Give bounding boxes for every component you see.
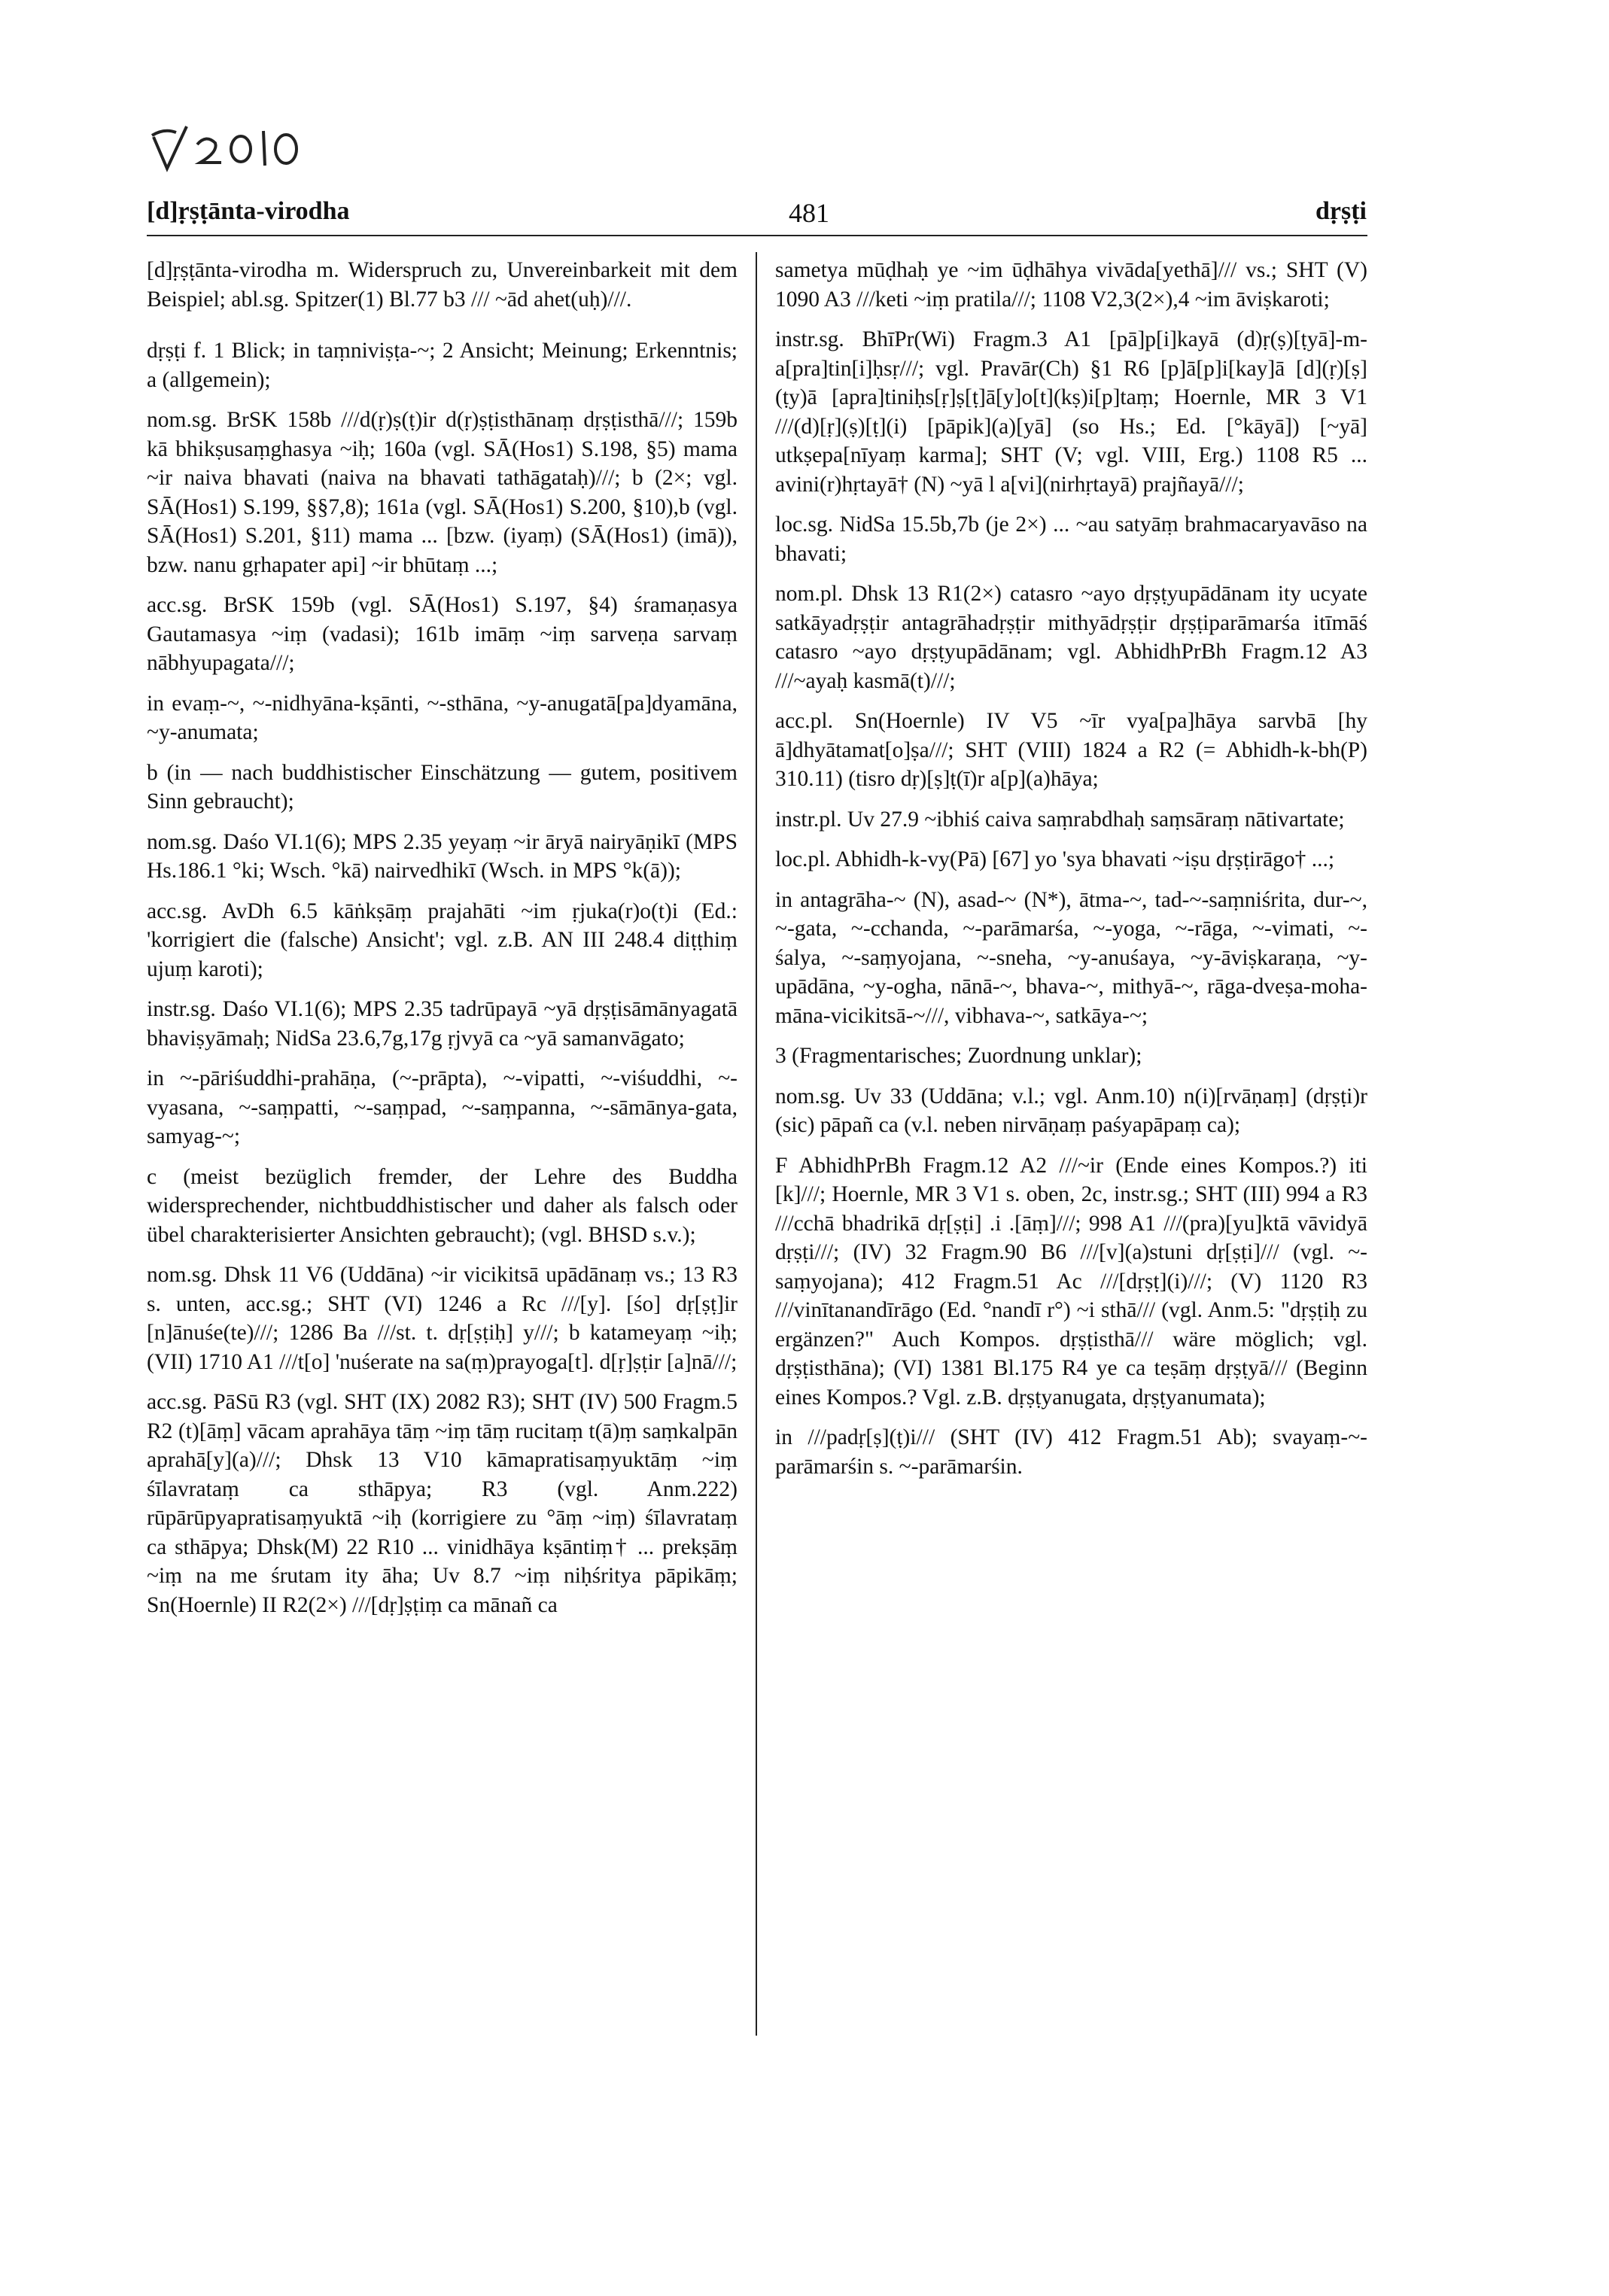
entry-nom-sg-c: nom.sg. Dhsk 11 V6 (Uddāna) ~ir vicikitsā upādānaṃ vs.; 13 R3 s. unten, acc.sg.; SHT (VI) 1246 a Rc ///[y]. [śo] dṛ[ṣṭ]ir [n]ānuśe(te)///; 1286 Ba ///st. t. dṛ[ṣṭiḥ] y///; b katameyaṃ ~iḥ; (VII) 1710 A1 ///t[o] 'nuśerate na sa(ṃ)prayoga[t]. d[ṛ]ṣṭir [a]nā///;	[147, 1263, 738, 1374]
right-column	[775, 256, 1367, 1492]
entry-sense-c: c (meist bezüglich fremder, der Lehre des Buddha widersprechender, nichtbuddhistischer und daher als falsch oder übel charakterisierter Ansichten gebraucht); (vgl. BHSD s.v.);	[147, 1164, 738, 1247]
running-head-right: dṛṣṭi	[1315, 197, 1367, 225]
entry-acc-sg-b: acc.sg. AvDh 6.5 kāṅkṣāṃ prajahāti ~im ṛjuka(r)o(t)i (Ed.: 'korrigiert die (falsche) Ansicht'; vgl. z.B. AN III 248.4 diṭṭhiṃ ujuṃ karoti);	[147, 899, 738, 981]
entry-sense-b: b (in — nach buddhistischer Einschätzung — gutem, positivem Sinn gebraucht);	[147, 760, 738, 813]
left-column	[147, 256, 738, 1631]
handwritten-note	[144, 113, 303, 173]
entry-nom-sg-3: nom.sg. Uv 33 (Uddāna; v.l.; vgl. Anm.10) n(i)[rvāṇaṃ] (dṛṣṭi)r (sic) pāpañ ca (v.l. neben nirvāṇaṃ paśyapāpaṃ ca);	[775, 1084, 1367, 1137]
entry-nom-sg-b: nom.sg. Daśo VI.1(6); MPS 2.35 yeyaṃ ~ir āryā nairyāṇikī (MPS Hs.186.1 °ki; Wsch. °kā) nairvedhikī (Wsch. in MPS °k(ā));	[147, 829, 738, 883]
entry-drsti-senses: dṛṣṭi f. 1 Blick; in taṃniviṣṭa-~; 2 Ansicht; Meinung; Erkenntnis; a (allgemein);	[147, 339, 738, 392]
entry-compounds-b: in ~-pāriśuddhi-prahāṇa, (~-prāpta), ~-vipatti, ~-viśuddhi, ~-vyasana, ~-saṃpatti, ~-saṃpad, ~-saṃpanna, ~-sāmānya-gata, samyag-~;	[147, 1066, 738, 1148]
entry-drstanta-virodha: [d]ṛṣṭānta-virodha m. Widerspruch zu, Unvereinbarkeit mit dem Beispiel; abl.sg. Spitzer(1) Bl.77 b3 /// ~ād ahet(uḥ)///.	[147, 258, 738, 312]
entry-nom-pl-c: nom.pl. Dhsk 13 R1(2×) catasro ~ayo dṛṣṭyupādānam ity ucyate satkāyadṛṣṭir antagrāhadṛṣṭir mithyādṛṣṭir dṛṣṭiparāmarśa itīmāś catasro ~ayo dṛṣṭyupādānam; vgl. AbhidhPrBh Fragm.12 A3 ///~ayaḥ kasmā(t)///;	[775, 582, 1367, 693]
entry-loc-pl-c: loc.pl. Abhidh-k-vy(Pā) [67] yo 'sya bhavati ~iṣu dṛṣṭirāgo† ...;	[775, 847, 1335, 871]
entry-continuation: sametya mūḍhaḥ ye ~im ūḍhāhya vivāda[yethā]/// vs.; SHT (V) 1090 A3 ///keti ~iṃ pratila///; 1108 V2,3(2×),4 ~im āviṣkaroti;	[775, 258, 1367, 312]
entry-loc-sg-c: loc.sg. NidSa 15.5b,7b (je 2×) ... ~au satyāṃ brahmacaryavāso na bhavati;	[775, 512, 1367, 566]
page-number: 481	[789, 198, 829, 228]
entry-fragments: F AbhidhPrBh Fragm.12 A2 ///~ir (Ende eines Kompos.?) iti [k]///; Hoernle, MR 3 V1 s. oben, 2c, instr.sg.; SHT (III) 994 a R3 ///cchā bhadrikā dṛ[ṣṭi] .i .[āṃ]///; 998 A1 ///(pra)[yu]ktā vāvidyā dṛṣṭi///; (IV) 32 Fragm.90 B6 ///[v](a)stuni dṛ[ṣṭi]/// (vgl. ~-saṃyojana); 412 Fragm.51 Ac ///[dṛṣṭ](i)///; (V) 1120 R3 ///vinītanandīrāgo (Ed. °nandī r°) ~i sthā/// (vgl. Anm.5: "dṛṣṭiḥ zu ergänzen?" Auch Kompos. dṛṣṭisthā/// wäre möglich; vgl. dṛṣṭisthāna); (VI) 1381 Bl.175 R4 ye ca teṣāṃ dṛṣṭyā/// (Beginn eines Kompos.? Vgl. z.B. dṛṣṭyanugata, dṛṣṭyanumata);	[775, 1153, 1367, 1410]
entry-instr-sg-b: instr.sg. Daśo VI.1(6); MPS 2.35 tadrūpayā ~yā dṛṣṭisāmānyagatā bhaviṣyāmaḥ; NidSa 23.6,7g,17g ṛjvyā ca ~yā samanvāgato;	[147, 997, 738, 1051]
entry-sense-3: 3 (Fragmentarisches; Zuordnung unklar);	[775, 1044, 1142, 1068]
entry-acc-pl-c: acc.pl. Sn(Hoernle) IV V5 ~īr vya[pa]hāya sarvbā [hy ā]dhyātamat[o]ṣa///; SHT (VIII) 1824 a R2 (= Abhidh-k-bh(P) 310.11) (tisro dṛ)[ṣ]ṭ(ī)r a[p](a)hāya;	[775, 709, 1367, 791]
entry-compounds-c: in antagrāha-~ (N), asad-~ (N*), ātma-~, tad-~-saṃniśrita, dur-~, ~-gata, ~-cchanda, ~-parāmarśa, ~-yoga, ~-rāga, ~-vimati, ~-śalya, ~-saṃyojana, ~-sneha, ~y-anuśaya, ~y-āviṣkaraṇa, ~y-upādāna, ~y-ogha, nānā-~, bhava-~, mithyā-~, rāga-dveṣa-moha-māna-vicikitsā-~///, vibhava-~, satkāya-~;	[775, 887, 1367, 1028]
entry-instr-pl-c: instr.pl. Uv 27.9 ~ibhiś caiva saṃrabdhaḥ saṃsāraṃ nātivartate;	[775, 807, 1345, 832]
header-rule	[147, 235, 1367, 236]
entry-instr-sg-c: instr.sg. BhīPr(Wi) Fragm.3 A1 [pā]p[i]kayā (d)ṛ(ṣ)[ṭyā]-m-a[pra]tin[i]ḥsṛ///; vgl. Pravār(Ch) §1 R6 [p]ā[p]i[kay]ā [d](ṛ)[ṣ](ṭy)ā [apra]tiniḥs[ṛ]ṣ[ṭ]ā[y]o[t](kṣ)i[p]taṃ; Hoernle, MR 3 V1 ///(d)[ṛ](ṣ)[ṭ](i) [pāpik](a)[yā] (so Hs.; Ed. [°kāyā]) [~yā] utkṣepa[nīyaṃ karma]; SHT (V; vgl. VIII, Erg.) 1108 R5 ... avini(r)hṛtayā† (N) ~yā l a[vi](nirhṛtayā) prajñayā///;	[775, 327, 1367, 497]
entry-compounds-3: in ///padṛ[ṣ](ṭ)i/// (SHT (IV) 412 Fragm.51 Ab); svayaṃ-~-parāmarśin s. ~-parāmarśin.	[775, 1425, 1367, 1479]
entry-acc-sg-c: acc.sg. PāSū R3 (vgl. SHT (IX) 2082 R3); SHT (IV) 500 Fragm.5 R2 (t)[āṃ] vācam aprahāya tāṃ ~iṃ tāṃ rucitaṃ t(ā)ṃ saṃkalpān aprahā[y](a)///; Dhsk 13 V10 kāmapratisaṃyuktāṃ ~iṃ śīlavrataṃ ca sthāpya; R3 (vgl. Anm.222) rūpārūpyapratisaṃyuktā ~iḥ (korrigiere zu °āṃ ~iṃ) śīlavrataṃ ca sthāpya; Dhsk(M) 22 R10 ... vinidhāya kṣāntiṃ† ... prekṣāṃ ~iṃ na me śrutam ity āha; Uv 8.7 ~iṃ niḥśritya pāpikāṃ; Sn(Hoernle) II R2(2×) ///[dṛ]ṣṭiṃ ca mānañ ca	[147, 1390, 738, 1617]
entry-compounds-a: in evaṃ-~, ~-nidhyāna-kṣānti, ~-sthāna, ~y-anugatā[pa]dyamāna, ~y-anumata;	[147, 691, 738, 744]
entry-nom-sg-a: nom.sg. BrSK 158b ///d(ṛ)ṣ(ṭ)ir d(ṛ)ṣṭisthānaṃ dṛṣṭisthā///; 159b kā bhikṣusaṃghasya ~iḥ; 160a (vgl. SĀ(Hos1) S.198, §5) mama ~ir naiva bhavati (naiva na bhavati tathāgataḥ)///; b (2×; vgl. SĀ(Hos1) S.199, §§7,8); 161a (vgl. SĀ(Hos1) S.200, §10),b (vgl. SĀ(Hos1) S.201, §11) mama ... [bzw. (iyaṃ) (SĀ(Hos1) (imā)), bzw. nanu gṛhapater api] ~ir bhūtaṃ ...;	[147, 408, 738, 577]
running-head-left: [d]ṛṣṭānta-virodha	[147, 197, 350, 225]
column-separator	[756, 252, 757, 2036]
entry-acc-sg-a: acc.sg. BrSK 159b (vgl. SĀ(Hos1) S.197, §4) śramaṇasya Gautamasya ~iṃ (vadasi); 161b imāṃ ~iṃ sarveṇa sarvaṃ nābhyupagata///;	[147, 593, 738, 675]
